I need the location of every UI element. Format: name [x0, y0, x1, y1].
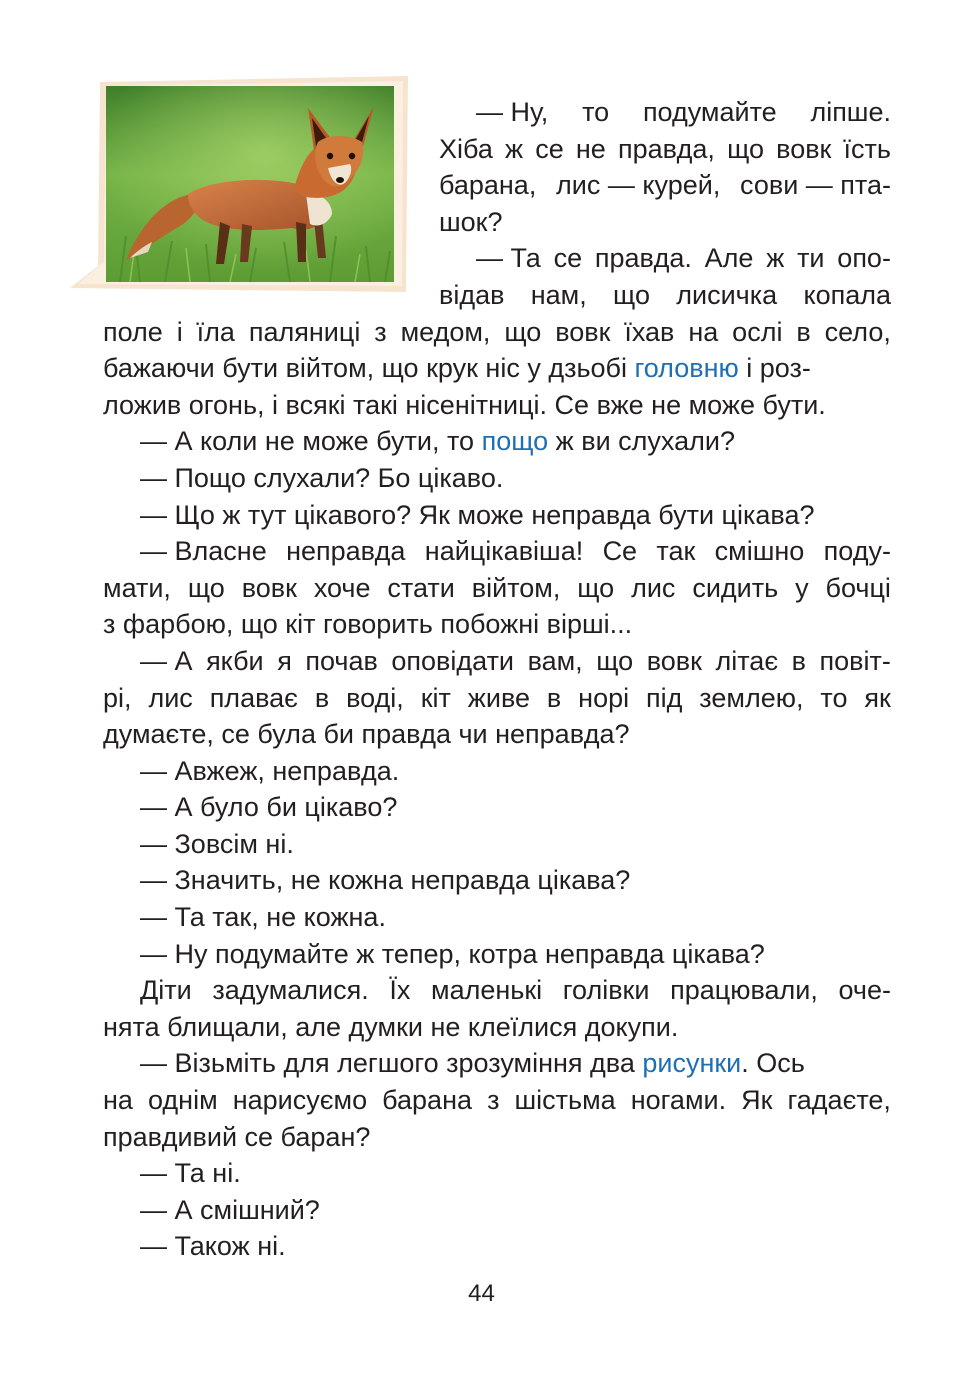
word: якби	[206, 645, 264, 676]
word: вовк	[776, 133, 832, 164]
word: лисичка	[676, 279, 778, 310]
word: Але	[704, 243, 754, 274]
text-line: — А було би цікаво?	[140, 792, 398, 823]
glossary-link-rysunky[interactable]: рисунки	[642, 1048, 742, 1079]
text-line: — Ну подумайте ж тепер, котра неправда цікава?	[140, 938, 765, 969]
text-line: думаєте, се була би правда чи неправда?	[103, 719, 630, 750]
word: поду-	[823, 536, 891, 567]
word: у	[795, 572, 809, 603]
word: в	[546, 682, 562, 713]
word: правда,	[617, 133, 715, 164]
word: що	[613, 279, 650, 310]
word: правда.	[594, 243, 692, 274]
word: як	[864, 682, 891, 713]
word: сови — пта-	[740, 170, 891, 201]
text-line	[439, 131, 891, 168]
text-line: — Також ні.	[140, 1231, 286, 1262]
word: вовк	[646, 645, 702, 676]
text-line: — Та ні.	[140, 1158, 241, 1189]
text-line: — Зовсім ні.	[140, 828, 294, 859]
word: то	[820, 682, 848, 713]
word: ослі	[732, 316, 783, 347]
word: неправда	[286, 536, 406, 567]
word: то	[582, 97, 610, 127]
text-line: з фарбою, що кіт говорить побожні вірші...	[103, 609, 633, 640]
word: — Ну,	[476, 97, 549, 127]
word: повіт-	[819, 645, 891, 676]
glossary-link-golovniu[interactable]: головню	[634, 353, 739, 384]
word: на	[688, 316, 719, 347]
word: кіт	[420, 682, 451, 713]
text-line	[103, 570, 891, 607]
word: війтом,	[471, 572, 561, 603]
glossary-link-poshcho[interactable]: пощо	[481, 426, 549, 457]
text-line	[439, 277, 891, 314]
word: лис — курей,	[556, 170, 721, 201]
word: їсть	[843, 133, 891, 164]
word: вам,	[527, 645, 583, 676]
text-line	[103, 1082, 891, 1119]
word: село,	[824, 316, 891, 347]
page-number: 44	[468, 1280, 495, 1307]
word: опо-	[837, 243, 891, 274]
word: що	[727, 133, 765, 164]
word: лис	[631, 572, 676, 603]
word: оповідати	[391, 645, 515, 676]
word: — А	[140, 645, 193, 676]
text-line: правдивий се баран?	[103, 1121, 371, 1152]
text-line	[103, 972, 891, 1009]
word: бочці	[825, 572, 891, 603]
word: шістьма	[514, 1085, 616, 1116]
word: смішно	[714, 536, 805, 567]
word: в	[791, 645, 806, 676]
word: копала	[803, 279, 891, 310]
word: що	[596, 645, 634, 676]
word: Се	[602, 536, 638, 567]
word: що	[187, 572, 225, 603]
word: ногами.	[630, 1085, 727, 1116]
text-line	[439, 94, 891, 131]
word: барана,	[439, 170, 537, 201]
text-line: — Що ж тут цікавого? Як може неправда бути цікава?	[140, 499, 815, 530]
word: в	[314, 682, 330, 713]
text-line: — Пощо слухали? Бо цікаво.	[140, 462, 504, 493]
word: з	[374, 316, 387, 347]
word: — Та	[476, 243, 541, 274]
word: се	[553, 243, 583, 274]
word: Діти	[140, 975, 192, 1006]
word: паляниці	[248, 316, 361, 347]
word: Як	[741, 1085, 773, 1116]
word: що	[504, 316, 542, 347]
text-line: — Та так, не кожна.	[140, 902, 386, 933]
word: не	[575, 133, 606, 164]
text-line: — Візьміть для легшого зрозуміння два рисунки. Ось	[140, 1048, 805, 1079]
word: хоче	[313, 572, 371, 603]
word: рі,	[103, 682, 132, 713]
text-line: — А коли не може бути, то пощо ж ви слухали?	[140, 426, 735, 457]
word: ж	[505, 133, 524, 164]
word: — Власне	[140, 536, 267, 567]
word: на	[103, 1085, 133, 1116]
text-line: бажаючи бути війтом, що крук ніс у дзьобі головню і роз-	[103, 353, 811, 384]
word: що	[577, 572, 615, 603]
word: ти	[797, 243, 825, 274]
word: і	[176, 316, 183, 347]
word: вовк	[555, 316, 611, 347]
text-line	[439, 167, 891, 204]
text-line: ложив огонь, і всякі такі нісенітниці. Се вже не може бути.	[103, 389, 826, 420]
text-line	[103, 314, 891, 351]
word: ліпше.	[810, 97, 891, 127]
word: найцікавіша!	[424, 536, 584, 567]
word: нам,	[530, 279, 587, 310]
word: землею,	[699, 682, 804, 713]
word: Їх	[389, 975, 411, 1006]
text-line	[439, 240, 891, 277]
word: се	[535, 133, 564, 164]
word: мати,	[103, 572, 171, 603]
text-line: — Авжеж, неправда.	[140, 755, 400, 786]
text-line	[103, 533, 891, 570]
word: воді,	[346, 682, 404, 713]
word: сидить	[692, 572, 779, 603]
word: однім	[148, 1085, 218, 1116]
word: під	[646, 682, 683, 713]
word: нарисуємо	[232, 1085, 368, 1116]
text-line: нята блищали, але думки не клеїлися докупи.	[103, 1011, 679, 1042]
word: з	[487, 1085, 500, 1116]
word: почав	[305, 645, 378, 676]
text-line	[103, 680, 891, 717]
story-text	[103, 94, 891, 1265]
word: я	[277, 645, 292, 676]
word: барана	[382, 1085, 472, 1116]
word: вовк	[241, 572, 297, 603]
text-line: шок?	[439, 206, 503, 237]
word: подумайте	[642, 97, 777, 127]
word: маленькі	[431, 975, 543, 1006]
word: ж	[766, 243, 785, 274]
word: плаває	[209, 682, 298, 713]
word: Хіба	[439, 133, 493, 164]
word: літає	[715, 645, 779, 676]
word: гадаєте,	[787, 1085, 891, 1116]
word: їла	[196, 316, 235, 347]
text-line: — А смішний?	[140, 1194, 320, 1225]
word: в	[796, 316, 811, 347]
word: живе	[467, 682, 530, 713]
word: стати	[387, 572, 455, 603]
word: працювали,	[670, 975, 818, 1006]
word: так	[656, 536, 696, 567]
word: медом,	[400, 316, 491, 347]
word: норі	[578, 682, 630, 713]
word: поле	[103, 316, 163, 347]
word: оче-	[838, 975, 891, 1006]
word: лис	[148, 682, 193, 713]
word: задумалися.	[212, 975, 369, 1006]
word: їхав	[624, 316, 675, 347]
text-line: — Значить, не кожна неправда цікава?	[140, 865, 631, 896]
word: голівки	[562, 975, 650, 1006]
text-line	[103, 643, 891, 680]
word: відав	[439, 279, 505, 310]
